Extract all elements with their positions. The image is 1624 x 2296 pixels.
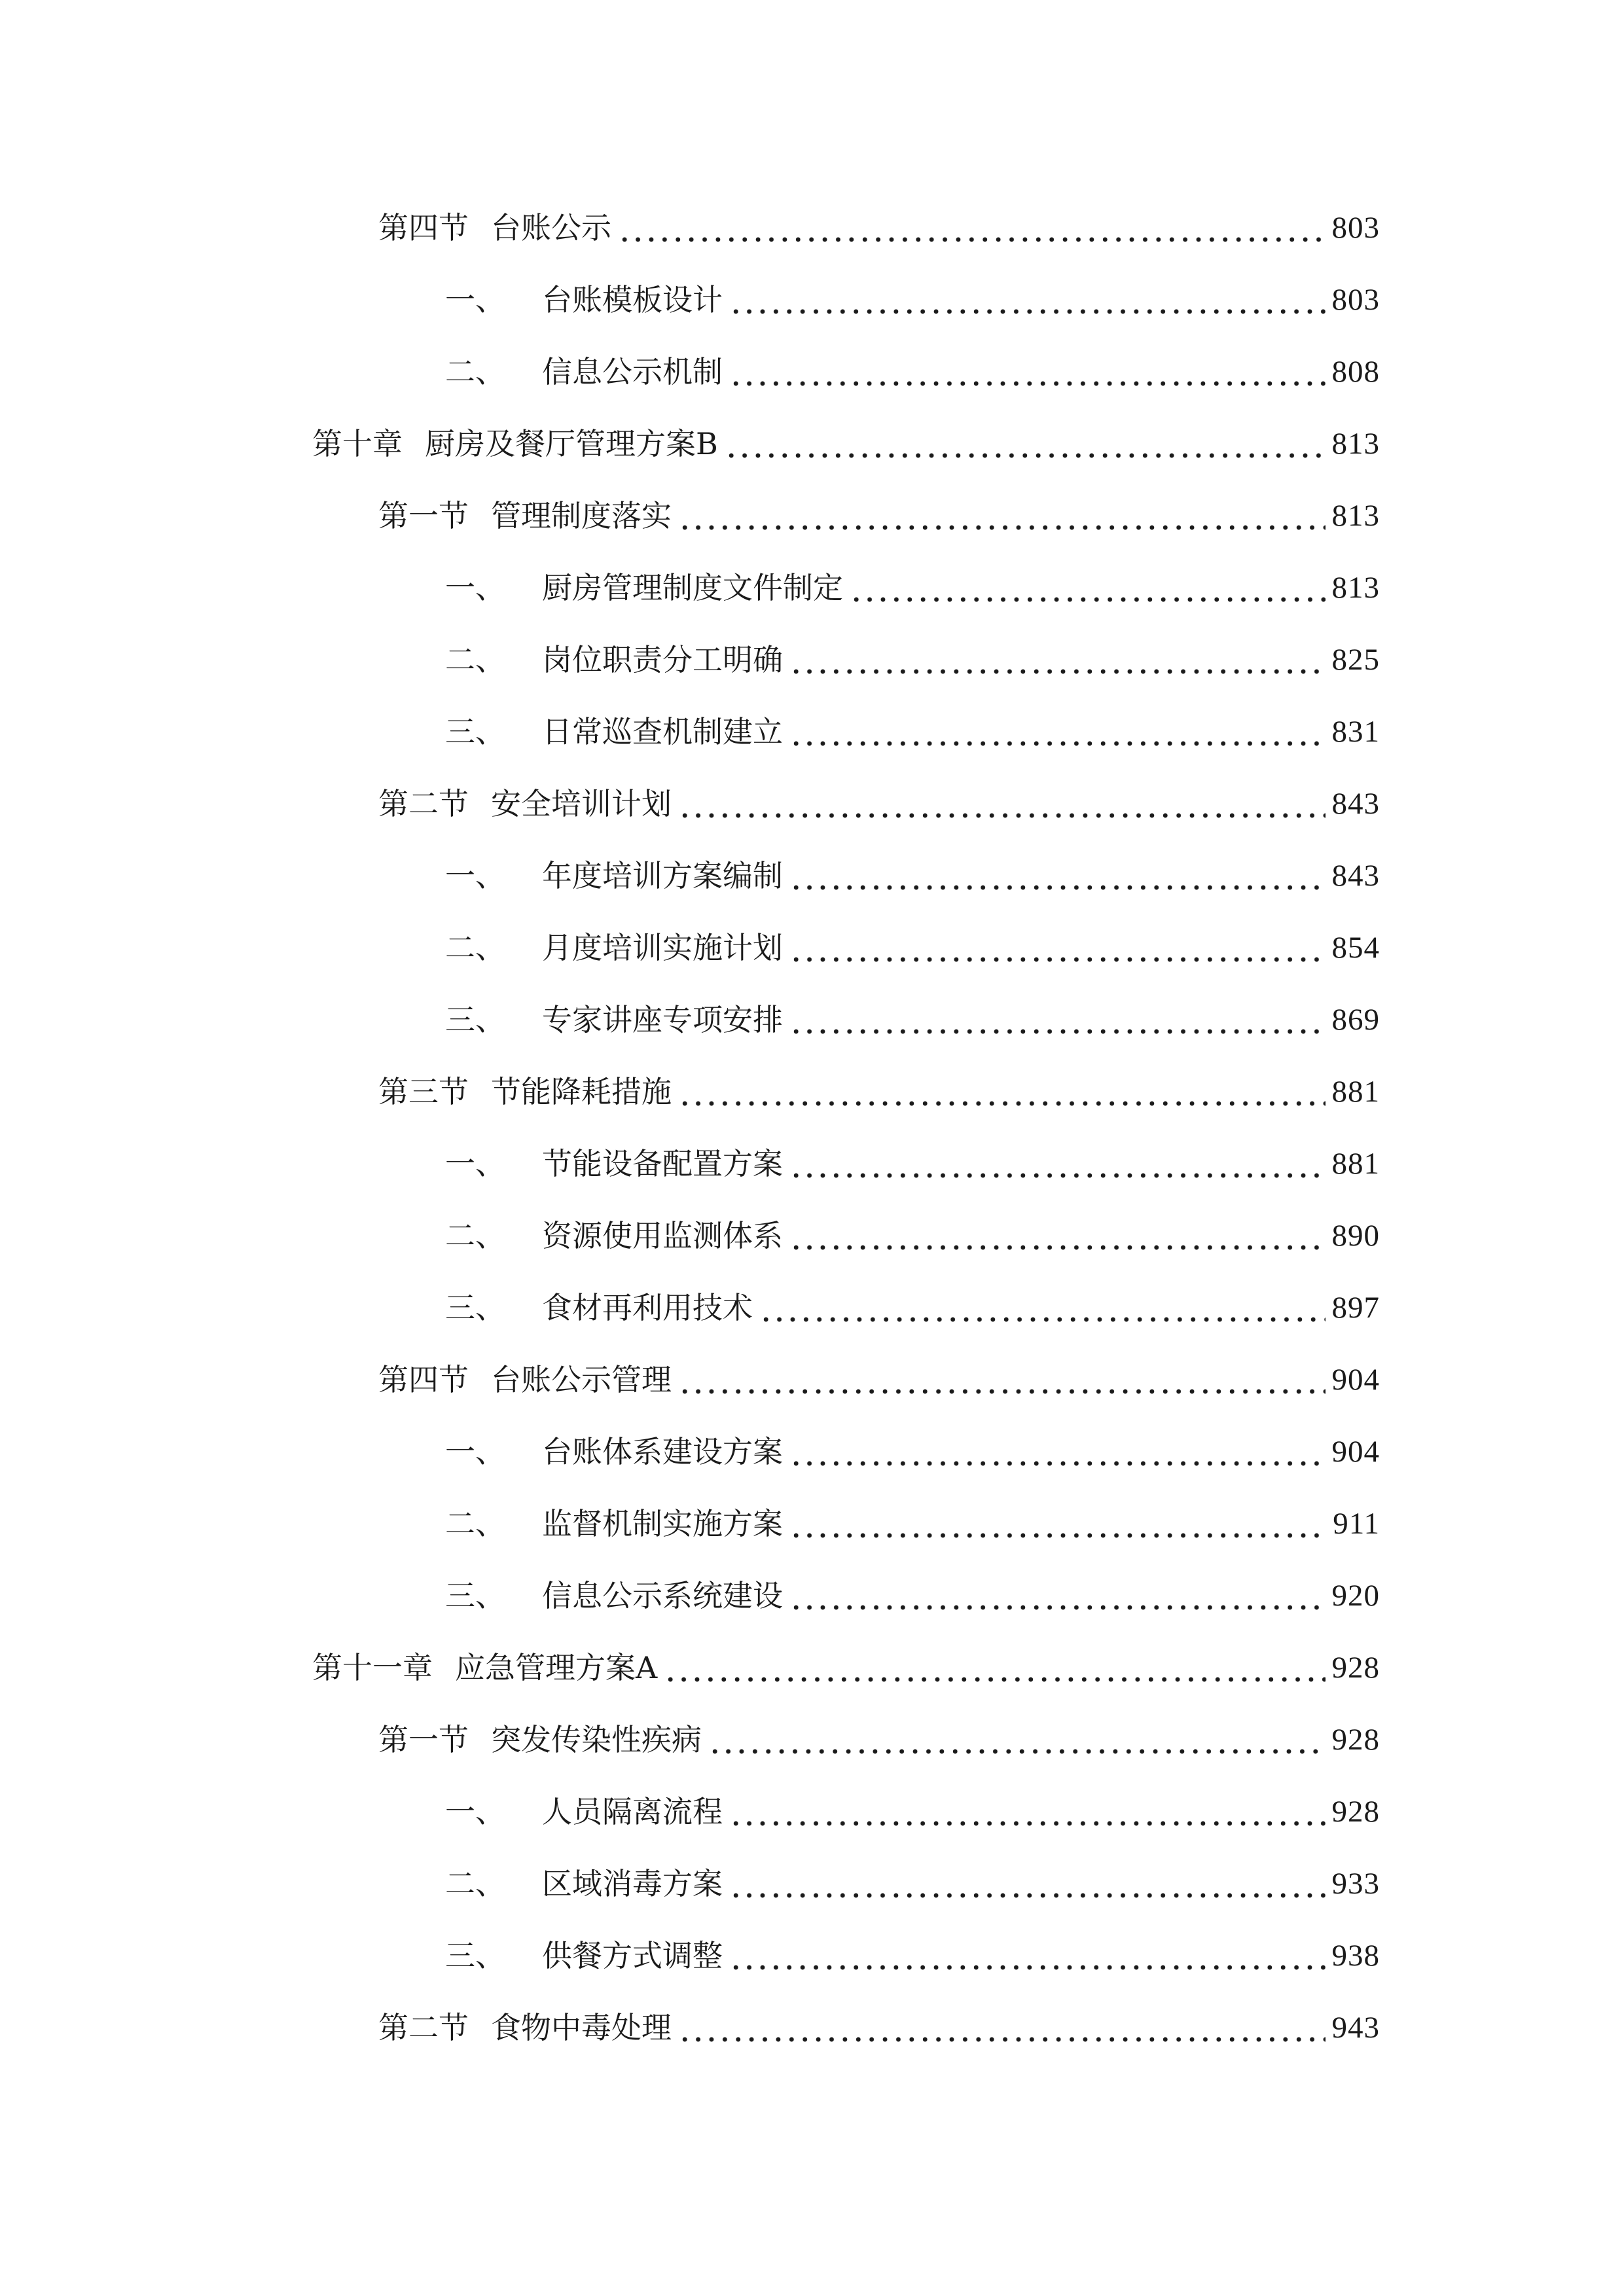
page-number: 881 (1331, 1147, 1380, 1181)
page-number: 904 (1331, 1435, 1380, 1469)
toc-entry[interactable] (445, 997, 1380, 1043)
page-number: 803 (1331, 283, 1380, 317)
toc-entry[interactable] (445, 709, 1380, 755)
entry-number: 二、 (445, 1218, 505, 1253)
entry-title: 日常巡查机制建立 (542, 714, 783, 749)
entry-title: 节能降耗措施 (491, 1074, 672, 1109)
entry-number: 第一节 (378, 1722, 469, 1757)
page-number: 813 (1331, 571, 1380, 605)
page-number: 854 (1331, 931, 1380, 965)
toc-entry[interactable] (378, 205, 1380, 251)
page-number: 808 (1331, 355, 1380, 389)
entry-number: 一、 (445, 1794, 505, 1829)
entry-title: 信息公示机制 (542, 354, 723, 389)
dot-leader (708, 1717, 1326, 1763)
entry-title: 应急管理方案A (455, 1650, 658, 1685)
entry-title: 供餐方式调整 (542, 1938, 723, 1973)
entry-title: 台账体系建设方案 (542, 1434, 783, 1469)
toc-entry[interactable] (445, 1573, 1380, 1619)
entry-title: 资源使用监测体系 (542, 1218, 783, 1253)
toc-entry[interactable] (445, 1429, 1380, 1475)
page-number: 843 (1331, 787, 1380, 821)
dot-leader (678, 493, 1326, 539)
dot-leader (729, 1789, 1326, 1835)
page-number: 933 (1331, 1867, 1380, 1901)
dot-leader (789, 925, 1326, 971)
dot-leader (678, 781, 1326, 827)
dot-leader (725, 421, 1326, 467)
dot-leader (678, 1357, 1326, 1403)
entry-title: 专家讲座专项安排 (542, 1002, 783, 1037)
toc-entry[interactable] (445, 1213, 1380, 1259)
entry-title: 区域消毒方案 (542, 1866, 723, 1901)
entry-number: 二、 (445, 354, 505, 389)
toc-entry[interactable] (445, 277, 1380, 323)
toc-entry[interactable] (445, 565, 1380, 611)
entry-number: 第十一章 (312, 1650, 433, 1685)
page-number: 813 (1331, 499, 1380, 533)
entry-number: 二、 (445, 1866, 505, 1901)
dot-leader (789, 1429, 1326, 1475)
dot-leader (664, 1645, 1325, 1691)
entry-title: 安全培训计划 (491, 786, 672, 821)
page-number: 869 (1331, 1003, 1380, 1037)
dot-leader (789, 637, 1326, 683)
entry-number: 一、 (445, 1434, 505, 1469)
entry-title: 月度培训实施计划 (542, 930, 783, 965)
entry-number: 第二节 (378, 2010, 469, 2045)
dot-leader (789, 997, 1326, 1043)
entry-title: 台账模板设计 (542, 282, 723, 317)
toc-entry[interactable] (445, 853, 1380, 899)
entry-number: 第十章 (312, 426, 403, 461)
entry-number: 一、 (445, 570, 505, 605)
toc-entry[interactable] (445, 637, 1380, 683)
toc-entry[interactable] (445, 925, 1380, 971)
toc-entry[interactable] (378, 1717, 1380, 1763)
entry-number: 三、 (445, 1578, 505, 1613)
entry-number: 二、 (445, 930, 505, 965)
page-number: 928 (1331, 1723, 1380, 1757)
entry-number: 一、 (445, 1146, 505, 1181)
entry-number: 第三节 (378, 1074, 469, 1109)
entry-number: 三、 (445, 1938, 505, 1973)
entry-title: 节能设备配置方案 (542, 1146, 783, 1181)
entry-title: 厨房管理制度文件制定 (542, 570, 843, 605)
dot-leader (789, 1501, 1326, 1547)
page-number: 825 (1331, 643, 1380, 677)
toc-entry[interactable] (378, 2005, 1380, 2051)
dot-leader (789, 709, 1326, 755)
toc-entry[interactable] (445, 1501, 1380, 1547)
toc-entry[interactable] (312, 1645, 1380, 1691)
toc-entry[interactable] (378, 1357, 1380, 1403)
dot-leader (678, 1069, 1326, 1115)
entry-number: 第四节 (378, 210, 469, 245)
dot-leader (618, 205, 1326, 251)
toc-entry[interactable] (445, 1141, 1380, 1187)
page-number: 897 (1331, 1291, 1380, 1325)
entry-title: 年度培训方案编制 (542, 858, 783, 893)
page-number: 920 (1331, 1579, 1380, 1613)
entry-title: 管理制度落实 (491, 498, 672, 533)
entry-number: 二、 (445, 642, 505, 677)
entry-title: 食材再利用技术 (542, 1290, 753, 1325)
entry-title: 台账公示 (491, 210, 611, 245)
entry-title: 人员隔离流程 (542, 1794, 723, 1829)
toc-entry[interactable] (378, 493, 1380, 539)
dot-leader (850, 565, 1326, 611)
entry-title: 台账公示管理 (491, 1362, 672, 1397)
page-number: 938 (1331, 1939, 1380, 1973)
toc-entry[interactable] (378, 1069, 1380, 1115)
dot-leader (678, 2005, 1326, 2051)
toc-entry[interactable] (378, 781, 1380, 827)
page-number: 813 (1331, 427, 1380, 461)
entry-title: 岗位职责分工明确 (542, 642, 783, 677)
toc-entry[interactable] (445, 349, 1380, 395)
page-number: 904 (1331, 1363, 1380, 1397)
dot-leader (789, 1141, 1326, 1187)
entry-number: 第二节 (378, 786, 469, 821)
page-number: 890 (1331, 1219, 1380, 1253)
entry-title: 厨房及餐厅管理方案B (425, 426, 718, 461)
toc-entry[interactable] (445, 1861, 1380, 1907)
page-number: 831 (1331, 715, 1380, 749)
entry-title: 监督机制实施方案 (542, 1506, 783, 1541)
dot-leader (789, 1213, 1326, 1259)
toc-entry[interactable] (445, 1933, 1380, 1979)
entry-number: 二、 (445, 1506, 505, 1541)
dot-leader (759, 1285, 1326, 1331)
entry-number: 一、 (445, 858, 505, 893)
page-number: 928 (1331, 1651, 1380, 1685)
dot-leader (729, 1861, 1326, 1907)
entry-title: 信息公示系统建设 (542, 1578, 783, 1613)
entry-title: 突发传染性疾病 (491, 1722, 702, 1757)
toc-entry[interactable] (445, 1789, 1380, 1835)
dot-leader (789, 853, 1326, 899)
entry-title: 食物中毒处理 (491, 2010, 672, 2045)
page-number: 881 (1331, 1075, 1380, 1109)
toc-entry[interactable] (445, 1285, 1380, 1331)
entry-number: 第一节 (378, 498, 469, 533)
entry-number: 第四节 (378, 1362, 469, 1397)
toc-entry[interactable] (312, 421, 1380, 467)
dot-leader (729, 349, 1326, 395)
entry-number: 三、 (445, 714, 505, 749)
page-number: 911 (1333, 1507, 1380, 1541)
page-number: 803 (1331, 211, 1380, 245)
entry-number: 三、 (445, 1002, 505, 1037)
dot-leader (789, 1573, 1326, 1619)
entry-number: 三、 (445, 1290, 505, 1325)
dot-leader (729, 1933, 1326, 1979)
page-number: 843 (1331, 859, 1380, 893)
page-number: 943 (1331, 2011, 1380, 2045)
page-number: 928 (1331, 1795, 1380, 1829)
entry-number: 一、 (445, 282, 505, 317)
dot-leader (729, 277, 1326, 323)
